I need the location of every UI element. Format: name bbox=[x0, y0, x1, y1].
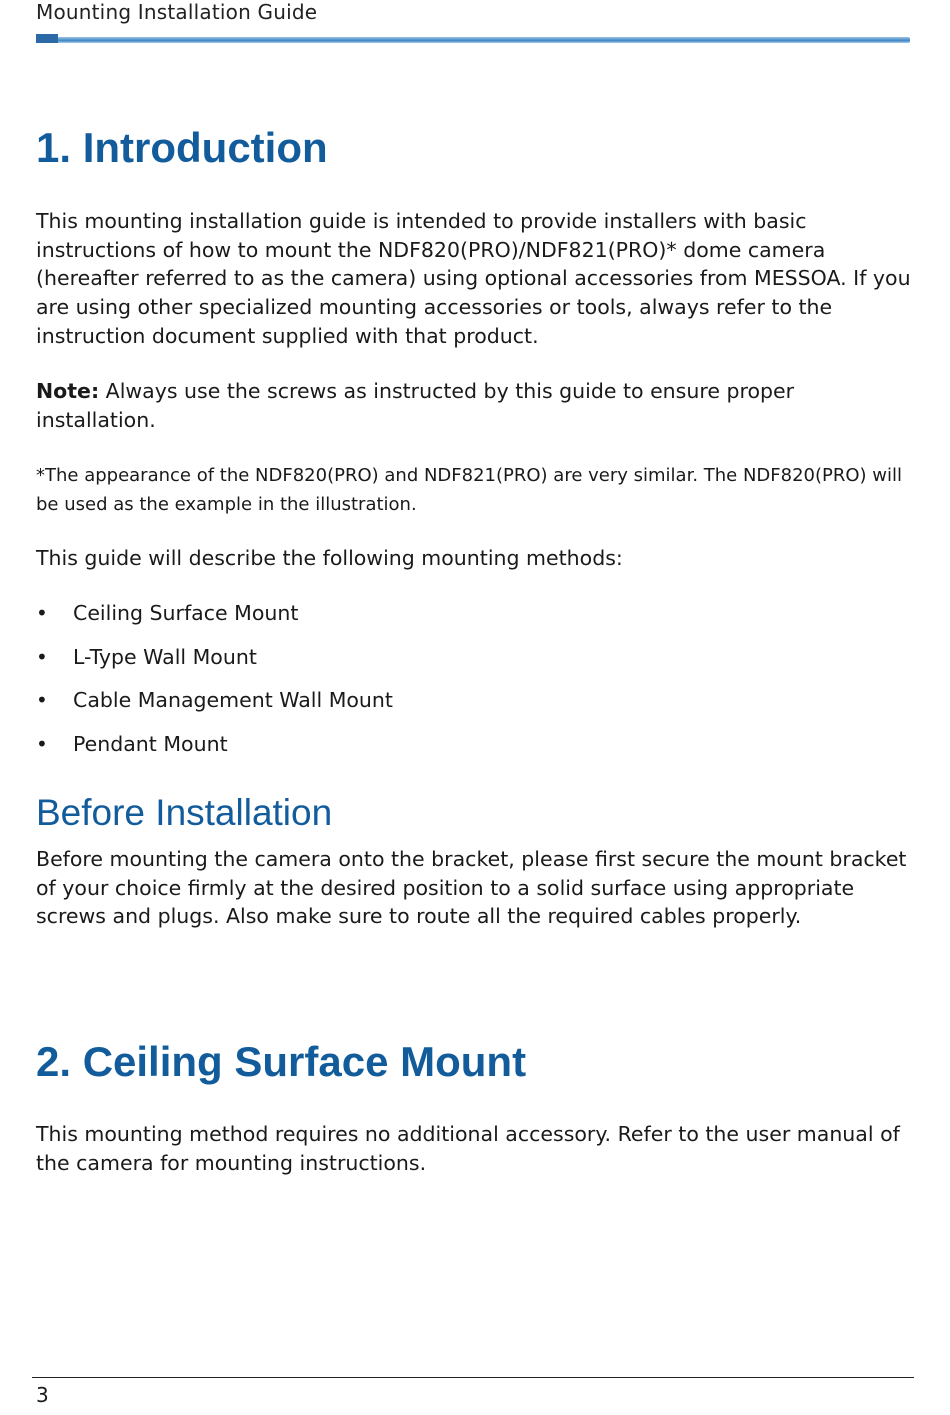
note-text: Always use the screws as instructed by this guide to ensure proper installation. bbox=[36, 379, 795, 432]
bullet-icon: • bbox=[36, 688, 48, 713]
list-item-label: Cable Management Wall Mount bbox=[73, 688, 393, 713]
bullet-icon: • bbox=[36, 732, 48, 757]
list-item-label: Ceiling Surface Mount bbox=[73, 601, 299, 625]
bullet-icon: • bbox=[36, 644, 48, 669]
note-label: Note: bbox=[36, 379, 100, 403]
intro-paragraph: This mounting installation guide is intended to provide installers with basic instructions of how to mount the NDF820(PRO)/NDF821(PRO)* dome camera (hereafter referred to as the camera) using optional accessories from MESSOA. If you are using other specialized mounting accessories or tools, always refer to the instruction document supplied with that product. bbox=[36, 209, 911, 348]
methods-intro: This guide will describe the following mounting methods: bbox=[36, 546, 623, 570]
section-heading-before-installation: Before Installation bbox=[36, 792, 333, 833]
list-item-label: Pendant Mount bbox=[73, 732, 228, 757]
page-number: 3 bbox=[36, 1383, 49, 1407]
before-installation-paragraph: Before mounting the camera onto the bracket, please first secure the mount bracket of your choice firmly at the desired position to a solid surface using appropriate screws and plugs. Also make sure to route all the required cables properly. bbox=[36, 847, 907, 929]
section-heading-ceiling-surface-mount: 2. Ceiling Surface Mount bbox=[36, 1038, 527, 1085]
list-item-label: L-Type Wall Mount bbox=[73, 644, 257, 669]
note-paragraph bbox=[36, 377, 916, 434]
footer-divider bbox=[32, 1377, 914, 1378]
header-divider bbox=[36, 37, 910, 43]
section-heading-introduction: 1. Introduction bbox=[36, 124, 328, 171]
bullet-icon: • bbox=[36, 601, 48, 625]
ceiling-mount-paragraph: This mounting method requires no additional accessory. Refer to the user manual of the camera for mounting instructions. bbox=[36, 1122, 900, 1175]
page-header-title: Mounting Installation Guide bbox=[36, 0, 318, 24]
appearance-footnote: *The appearance of the NDF820(PRO) and NDF821(PRO) are very similar. The NDF820(PRO) will be used as the example in the illustration. bbox=[36, 465, 903, 515]
header-divider-accent bbox=[36, 34, 58, 43]
